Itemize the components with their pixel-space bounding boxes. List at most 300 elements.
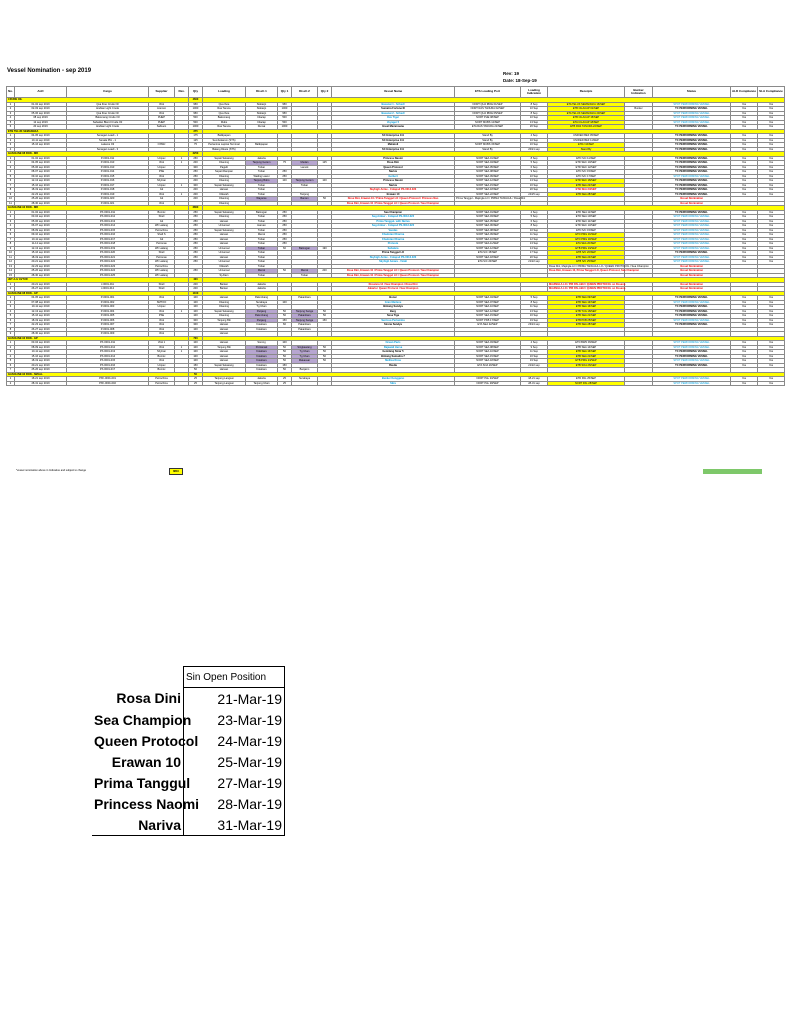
status: TC PERFORMING VESSEL [653, 156, 731, 161]
sin-row [92, 814, 285, 836]
row-number: 8 [7, 327, 15, 332]
ald-compliance: Yes [731, 363, 758, 368]
cargo-code: PX-0001-017 [67, 368, 149, 373]
vessel-name: Queen Protocol [332, 165, 455, 170]
discharge-1-qty: 1000 [278, 107, 292, 112]
discharge-1-qty: 25 [278, 377, 292, 382]
vessel-name: Bintang Sandya [332, 305, 455, 310]
quantity: 950 [189, 111, 203, 116]
vessel-name: Basanai 2 - Schedl [332, 111, 455, 116]
quantity: 100 [189, 296, 203, 301]
row-number: 2 [7, 161, 15, 166]
discharge-2-qty [318, 381, 332, 386]
discharge-2: Singkawang [292, 345, 318, 350]
discharge-1: Tg Uban [246, 305, 278, 310]
sla-compliance: Yes [758, 224, 785, 229]
supplier: Petronas [149, 242, 175, 247]
receipts: ETD PMG 16/SEP [548, 233, 625, 238]
eta-loading-port: NORT PAL 28/SEP [455, 381, 521, 386]
status: TC PERFORMING VESSEL [653, 183, 731, 188]
status: Vessel Nomination [653, 273, 731, 278]
loading-port: Haruan [203, 327, 246, 332]
loading-port: Haruan [203, 350, 246, 355]
cargo-code: P-0001-002 [67, 300, 149, 305]
sla-compliance: Yes [758, 233, 785, 238]
ald-compliance: Yes [731, 242, 758, 247]
discharge-1-qty: 60 [278, 323, 292, 328]
ald-compliance: Yes [731, 215, 758, 220]
ald-date: 18-19 sep 2019 [15, 359, 67, 364]
revision: 1 [175, 161, 189, 166]
discharge-1: Tuban [246, 251, 278, 256]
cargo-code: P-0001-014 [67, 170, 149, 175]
loading-port: Haruan [203, 354, 246, 359]
loading-indication: 24/25 sep [521, 192, 548, 197]
bunker-indication [625, 381, 653, 386]
ald-date: 28-30 sep 2019 [15, 273, 67, 278]
row-number: 6 [7, 233, 15, 238]
section-name: GASOLINE 92 RON - GP [7, 336, 189, 341]
row-number: 7 [7, 323, 15, 328]
discharge-1: Sidoarjo [246, 107, 278, 112]
supplier: Vitol 1 [149, 341, 175, 346]
quantity: 175 [189, 134, 203, 139]
sin-vessel-name: Rosa Dini [92, 688, 184, 710]
discharge-2: Meruk [292, 269, 318, 274]
cargo-code: PX-0001-013 [67, 350, 149, 355]
discharge-1: Wailing Lawui [246, 174, 278, 179]
ald-compliance: Yes [731, 350, 758, 355]
loading-port: Tanjung Biti [203, 345, 246, 350]
ald-compliance: Yes [731, 377, 758, 382]
sin-row [92, 730, 285, 751]
receipts: MAJINGLA LO / PRI PALABU / QUEEN PROTOCOL on Rosana [549, 282, 626, 286]
row-number: 5 [7, 228, 15, 233]
eta-loading-port: NORT MUBS 12/SEP [455, 120, 521, 125]
sla-compliance: Yes [758, 174, 785, 179]
vessel-name: Prima Tanggul- with Nariva [332, 219, 455, 224]
ald-compliance: Yes [731, 237, 758, 242]
discharge-1: Kotabaru [246, 323, 278, 328]
loading-indication: 19 Sep [521, 359, 548, 364]
sla-compliance: Yes [758, 363, 785, 368]
loading-port: Haruan [203, 296, 246, 301]
cargo-code: J-0001-012 [67, 287, 149, 292]
status: SPOT PERFORMING VESSEL [653, 215, 731, 220]
supplier: Unipec [149, 183, 175, 188]
quantity: 200 [189, 287, 203, 292]
row-number: 11 [7, 255, 15, 260]
discharge-1: Kotabaru [246, 354, 278, 359]
sin-row [92, 793, 285, 814]
quantity: 250 [189, 242, 203, 247]
vessel-name: Skyhigh Annie - Colapsd PS-0013-023 [332, 255, 455, 260]
ald-date: 10-11 sep 2019 [15, 138, 67, 143]
section-quantity: 700 [189, 336, 203, 341]
discharge-1: Cilacap [246, 116, 278, 121]
row-number: 15 [7, 273, 15, 278]
sin-row [92, 751, 285, 772]
quantity: 1000 [189, 125, 203, 130]
loading-port: Pertamina Lapinai Terminal [203, 143, 246, 148]
cargo-code: PX-0001-012 [67, 215, 149, 220]
cargo-code: P-0001-004 [67, 309, 149, 314]
discharge-2: Tanjung Sange [292, 309, 318, 314]
column-header: Qty [189, 87, 203, 98]
quantity: 100 [189, 309, 203, 314]
discharge-2 [292, 381, 318, 386]
supplier: Vitol [149, 201, 175, 206]
eta-loading-port: Stand By [455, 147, 521, 152]
discharge-1-qty: 500 [278, 116, 292, 121]
loading-port: Olsening [203, 174, 246, 179]
status: SPOT PERFORMING VESSEL [653, 255, 731, 260]
section-name: JET A-1/ AVTUR [7, 278, 189, 283]
status: Vessel Nomination [653, 264, 731, 269]
row-number: 5 [7, 359, 15, 364]
cargo-code: PX-0001-013 [67, 219, 149, 224]
ald-compliance: Yes [731, 341, 758, 346]
quantity: 100 [189, 314, 203, 319]
supplier: Vitol [149, 102, 175, 107]
status: TC PERFORMING VESSEL [653, 363, 731, 368]
loading-port: Olsening [203, 314, 246, 319]
loading-indication: 23/24 sep [521, 323, 548, 328]
discharge-1-qty: 50 [278, 368, 292, 373]
loading-indication: 8 Sep [521, 300, 548, 305]
loading-port: Olsening [203, 305, 246, 310]
loading-port: Olsening [203, 201, 246, 206]
receipts: ETB SEA 21/SEP [548, 314, 625, 319]
sla-compliance: Yes [758, 170, 785, 175]
status: TC PERFORMING VESSEL [653, 165, 731, 170]
cargo-code: Bakomang Crude Oil [67, 116, 149, 121]
row-number: 1 [7, 341, 15, 346]
eta-loading-port: NORT SEA 09/SEP [455, 233, 521, 238]
eta-loading-port: NORT SEA 12/SEP [455, 309, 521, 314]
discharge-2: Tanjung Sange [292, 318, 318, 323]
sla-compliance: Yes [758, 251, 785, 256]
ald-date: 07-08 sep 2019 [15, 300, 67, 305]
sla-compliance: Yes [758, 116, 785, 121]
status: SPOT PERFORMING VESSEL [653, 219, 731, 224]
quantity: 300 [189, 318, 203, 323]
discharge-1: Tuban [246, 183, 278, 188]
quantity: 100 [189, 305, 203, 310]
sla-compliance: Yes [758, 381, 785, 386]
supplier: PHEP [149, 120, 175, 125]
ald-compliance: Yes [731, 183, 758, 188]
quantity: 200 [189, 179, 203, 184]
section-name: GASOLINE 88 RON - GP [7, 291, 189, 296]
supplier: PSE [149, 314, 175, 319]
vessel-name: Voyager 5 [332, 120, 455, 125]
cargo-code: PX-0001-020 [67, 251, 149, 256]
row-number: 7 [7, 183, 15, 188]
discharge-2: Medan [292, 161, 318, 166]
eta-loading-port: ETA S/C 20/SEP [455, 260, 521, 265]
cargo-code: P-0001-011 [67, 156, 149, 161]
status: TC PERFORMING VESSEL [653, 134, 731, 139]
cargo-code: P-0001-013 [67, 161, 149, 166]
ald-date: 08-07 sep 2019 [15, 170, 67, 175]
loading-port: Banten [203, 287, 246, 292]
ald-compliance: Yes [731, 296, 758, 301]
quantity: 200 [189, 161, 203, 166]
sla-compliance: Yes [758, 165, 785, 170]
status: SPOT PERFORMING VESSEL [653, 381, 731, 386]
eta-loading-port: NORT SEA 15/SEP [455, 183, 521, 188]
discharge-2-qty: 100 [318, 179, 332, 184]
quantity: 100 [189, 300, 203, 305]
supplier: ONWJ [149, 143, 175, 148]
discharge-1: Kotabaru [246, 350, 278, 355]
sla-compliance: Yes [758, 314, 785, 319]
cargo-code: PX-0001-016 [67, 233, 149, 238]
status: SPOT PERFORMING VESSEL [653, 233, 731, 238]
discharge-1: Pontianak [246, 345, 278, 350]
discharge-1: Surabaya [246, 300, 278, 305]
loading-port: Universal [203, 246, 246, 251]
cargo-code: Senala Pltn - 1 [67, 138, 149, 143]
row-number: 2 [7, 107, 15, 112]
cargo-code: PX-0001-019 [67, 246, 149, 251]
supplier: Petrochina [149, 264, 175, 269]
eta-loading-port: NORT RAS TANURA 02/SEP [455, 107, 521, 112]
ald-date: 01-02 sep 2019 [15, 210, 67, 215]
loading-indication: 16 Sep [521, 354, 548, 359]
discharge-1: Balikpapan [246, 143, 278, 148]
loading-indication: 14 Sep [521, 246, 548, 251]
quantity: 100 [189, 345, 203, 350]
column-header: Rev. [175, 87, 189, 98]
quantity: 100 [189, 327, 203, 332]
vessel-name: SC Enterprise 111 [332, 134, 455, 139]
vessel-name: Gemilang Sinar 5 [332, 350, 455, 355]
sla-compliance: Yes [758, 246, 785, 251]
loading-indication: 11 Sep [521, 233, 548, 238]
eta-loading-port: Prima Tanggul - Majingla LO / PRIMA TANGGUL / Rosa Dini [456, 197, 526, 200]
status: TC PERFORMING VESSEL [653, 188, 731, 193]
cargo-code: P-0001-008 [67, 327, 149, 332]
loading-port: Sepati Rampan [203, 170, 246, 175]
vessel-name: Erawan 10 [332, 192, 455, 197]
row-number: 1 [7, 296, 15, 301]
ald-date: 02-03 sep 2019 [15, 107, 67, 112]
section-quantity: 2800 [189, 206, 203, 211]
receipts: ETB SEA 16/SEP [548, 305, 625, 310]
eta-loading-port: NORT SEA 01/SEP [455, 210, 521, 215]
status: SPOT PERFORMING VESSEL [653, 359, 731, 364]
revision: 1 [175, 345, 189, 350]
discharge-1-qty: 250 [278, 210, 292, 215]
quantity: 250 [189, 255, 203, 260]
sin-vessel-name: Sea Champion [92, 709, 184, 730]
receipts: NORT PAL 28/SEP [548, 381, 625, 386]
discharge-2: Tuban [292, 273, 318, 278]
cargo-code: PX-0001-015 [67, 359, 149, 364]
ald-compliance: Yes [731, 255, 758, 260]
receipts: ETB SEA 13/SEP [548, 300, 625, 305]
row-number: 8 [7, 242, 15, 247]
vessel-name: Sirena Sandya [332, 323, 455, 328]
discharge-2: Tanjung Gerem [292, 179, 318, 184]
vessel-name: Sentosa Pertamina [332, 318, 455, 323]
ald-date: 22-23 sep 2019 [15, 323, 67, 328]
status: TC PERFORMING VESSEL [653, 125, 731, 130]
sla-compliance: Yes [758, 210, 785, 215]
status: SPOT PERFORMING VESSEL [653, 174, 731, 179]
column-header: No. [7, 87, 15, 98]
receipts: ETD S/C 17/SEP [548, 174, 625, 179]
discharge-1: Sorong [246, 341, 278, 346]
status: TC PERFORMING VESSEL [653, 143, 731, 148]
loading-indication: 11 Sep [521, 350, 548, 355]
column-header: SLA Compliance [758, 87, 785, 98]
quantity: 250 [189, 156, 203, 161]
eta-loading-port: NORT SEA 15/SEP [455, 354, 521, 359]
revision: 1 [175, 183, 189, 188]
discharge-2: Banjarm [292, 368, 318, 373]
row-number: 6 [7, 179, 15, 184]
discharge-1: Sidoarjo [246, 111, 278, 116]
total-quantity: 8810 [169, 468, 183, 475]
supplier: PSE [149, 170, 175, 175]
quantity: 25 [189, 377, 203, 382]
quantity: 250 [189, 246, 203, 251]
supplier: Bonnix [149, 210, 175, 215]
ald-date: 03-04 sep 2019 [15, 215, 67, 220]
loading-indication: 10 Sep [521, 174, 548, 179]
quantity: 200 [189, 282, 203, 287]
discharge-1: Tuban [246, 228, 278, 233]
loading-port: Universal [203, 251, 246, 256]
ald-compliance: Yes [731, 246, 758, 251]
ald-compliance: Yes [731, 305, 758, 310]
quantity: 200 [189, 192, 203, 197]
ald-date: 15-16 sep 2019 [15, 143, 67, 148]
discharge-1: Tuban [246, 273, 278, 278]
eta-loading-port: NORT SEA 09/SEP [455, 174, 521, 179]
table-row [7, 381, 785, 386]
ald-date: 18-19 sep 2019 [15, 318, 67, 323]
vessel-name: Skyhigh Annie - Colapsd PS-0013-023 [332, 188, 455, 193]
loading-port: Haruan [203, 233, 246, 238]
ald-date: 01-02 sep 2019 [15, 156, 67, 161]
ald-compliance: Yes [731, 107, 758, 112]
receipts: ETD S/C 15/SEP [548, 228, 625, 233]
status: TC PERFORMING VESSEL [653, 296, 731, 301]
status: SPOT PERFORMING VESSEL [653, 377, 731, 382]
cargo-code: Senagan Leadi - 3 [67, 147, 149, 152]
discharge-1: Tuban [246, 260, 278, 265]
receipts: ETB SEA 24/SEP [548, 255, 625, 260]
ald-date: 08-09 sep 2019 [15, 228, 67, 233]
sla-compliance: Yes [758, 125, 785, 130]
loading-port: Sepati Sekarang [203, 228, 246, 233]
discharge-2: Tanjung [292, 192, 318, 197]
loading-indication: 6 Sep [521, 219, 548, 224]
eta-loading-port: NORT SEA 03/SEP [455, 215, 521, 220]
sla-compliance: Yes [758, 111, 785, 116]
row-number: 2 [7, 215, 15, 220]
loading-port: Haruan [203, 368, 246, 373]
loading-port: Sj.Alam [203, 273, 246, 278]
ald-compliance: Yes [731, 156, 758, 161]
cargo-code: J-0001-011 [67, 282, 149, 287]
discharge-1: Dumai [246, 125, 278, 130]
receipts: ETB SEA 28/SEP [548, 192, 625, 197]
supplier: Wh Lailang [149, 260, 175, 265]
sla-compliance: Yes [758, 147, 785, 152]
eta-loading-port: Stand By [455, 134, 521, 139]
ald-date: 09-10 sep 2019 [15, 233, 67, 238]
receipts: ETD S/C 15/SEP [548, 170, 625, 175]
ald-date: 01-02 sep 2019 [15, 102, 67, 107]
column-header: ALD Compliance [731, 87, 758, 98]
ald-compliance: Yes [731, 111, 758, 116]
quantity: 250 [189, 228, 203, 233]
row-number: 1 [7, 156, 15, 161]
eta-loading-port: NORT SEA 05/SEP [455, 165, 521, 170]
loading-port: Olsening [203, 197, 246, 202]
loading-port: Universal [203, 269, 246, 274]
ald-date: 05-06 sep 2019 [15, 219, 67, 224]
revision-date: Date: 18-Sep-19 [503, 78, 537, 83]
supplier: Petrochina [149, 381, 175, 386]
loading-indication: 5 Sep [521, 296, 548, 301]
loading-indication: 9 Sep [521, 345, 548, 350]
cargo-code: Qua Iboe Crude Oil [67, 102, 149, 107]
discharge-1-qty: 50 [278, 345, 292, 350]
supplier: Vitol [149, 192, 175, 197]
sin-row [92, 772, 285, 793]
ald-compliance: Yes [731, 188, 758, 193]
revision [175, 381, 189, 386]
receipts: ETB SEA 14/SEP [548, 345, 625, 350]
receipts: ETD PMG 18/SEP [548, 237, 625, 242]
loading-indication: 4 Sep [521, 210, 548, 215]
vessel-name: Jakarta / Queen Protocol / Sea Champion [332, 287, 455, 292]
ald-compliance: Yes [731, 224, 758, 229]
discharge-2: Pakanbaru [292, 314, 318, 319]
revision: 1 [175, 192, 189, 197]
column-header: Cargo [67, 87, 149, 98]
discharge-1-qty: 250 [278, 242, 292, 247]
loading-port: Sepati Sekarang [203, 210, 246, 215]
vessel-name: Mahatoli [332, 143, 455, 148]
eta-loading-port: NORT SEA 10/SEP [455, 237, 521, 242]
sla-compliance: Yes [758, 318, 785, 323]
supplier: Vitol [149, 111, 175, 116]
vessel-name: Chadotan Dharma [332, 237, 455, 242]
supplier: PHEP [149, 116, 175, 121]
status: SPOT PERFORMING VESSEL [653, 228, 731, 233]
loading-port: Olsening [203, 215, 246, 220]
discharge-2-qty: 200 [318, 269, 332, 274]
cargo-code: PX-0001-016 [67, 363, 149, 368]
column-header: Receipts [548, 87, 625, 98]
supplier: Petronas [149, 255, 175, 260]
receipts: ETB SEA 16/SEP [548, 350, 625, 355]
loading-port: Dikarah [203, 192, 246, 197]
ald-date: 09-10 sep 2019 [15, 174, 67, 179]
receipts: Rosa Dini, Erawan 10, Prima Tanggul LO, Queen Protocol, Sea Champion [549, 269, 640, 272]
receipts: Stand By [548, 147, 625, 152]
ald-date: 05-06 sep 2019 [15, 165, 67, 170]
row-number: 2 [7, 287, 15, 292]
status: TC PERFORMING VESSEL [653, 309, 731, 314]
